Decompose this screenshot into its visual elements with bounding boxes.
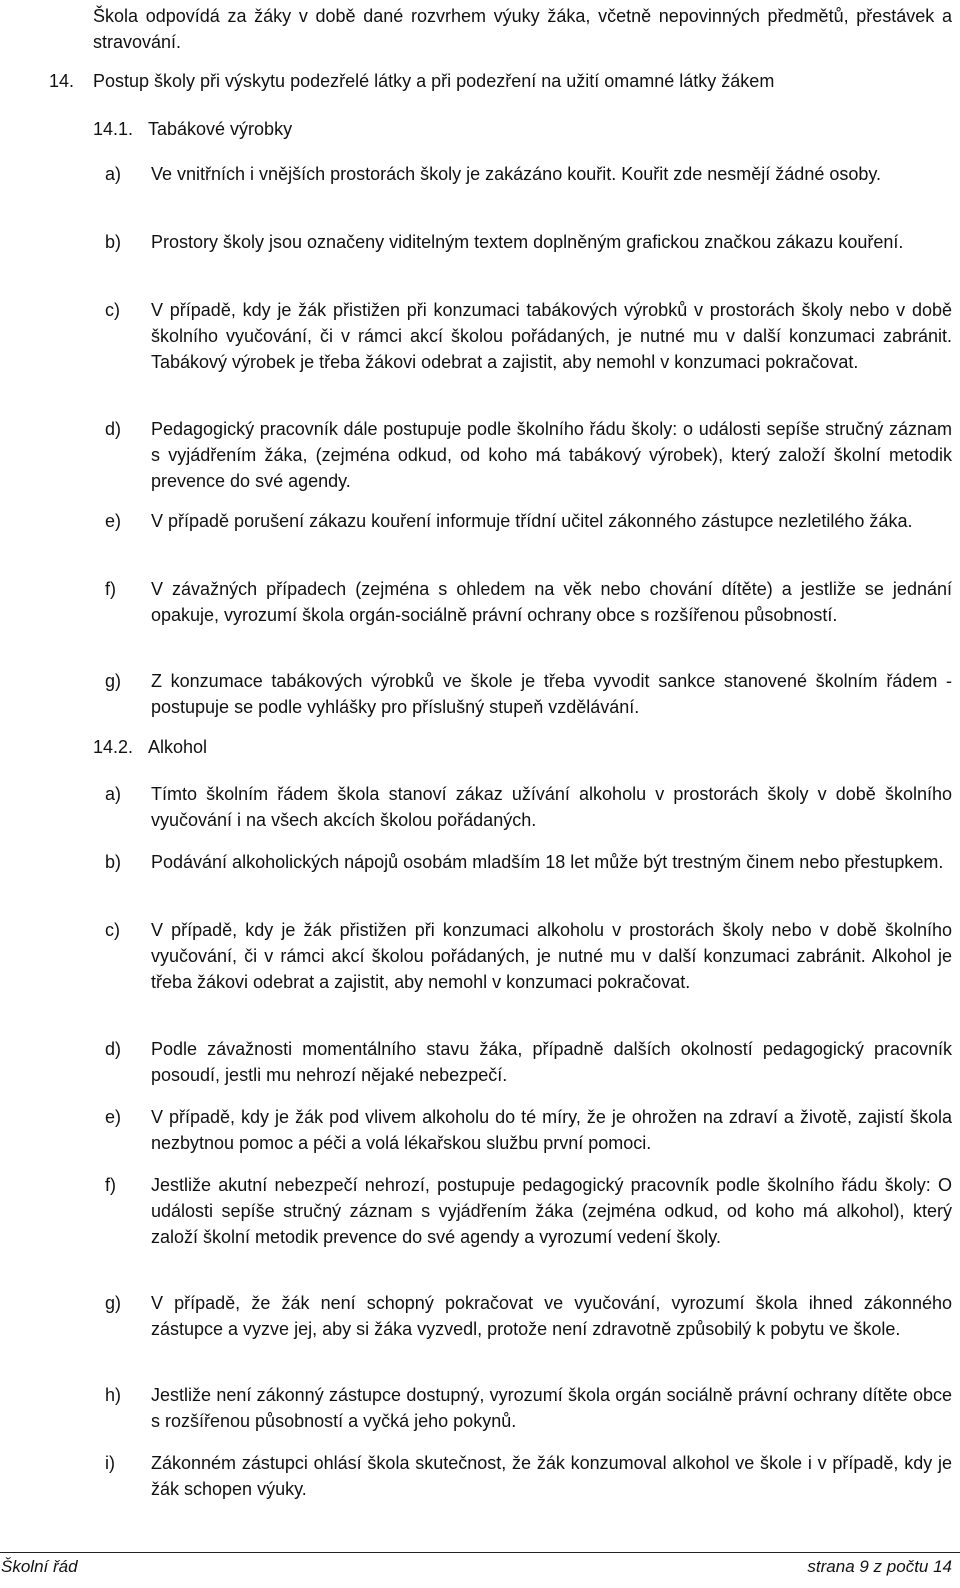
item-text: V případě, kdy je žák pod vlivem alkoholu do té míry, že je ohrožen na zdraví a životě, zajistí škola nezbytnou pomoc a péči a volá lékařskou službu první pomoci. bbox=[151, 1107, 952, 1153]
item-label: a) bbox=[105, 164, 122, 184]
item-label: e) bbox=[105, 1107, 122, 1127]
item-label: f) bbox=[105, 1175, 116, 1195]
list-item bbox=[105, 849, 952, 875]
footer-document-title: Školní řád bbox=[1, 1557, 78, 1576]
list-item bbox=[105, 1036, 952, 1088]
item-label: i) bbox=[105, 1453, 115, 1473]
item-label: g) bbox=[105, 671, 122, 691]
list-item bbox=[105, 229, 952, 255]
list-item bbox=[105, 1382, 952, 1434]
section-number: 14. bbox=[49, 71, 75, 91]
list-item bbox=[105, 917, 952, 995]
item-text: Jestliže není zákonný zástupce dostupný, vyrozumí škola orgán sociálně právní ochrany dítěte obce s rozšířenou působností a vyčká jeho pokynů. bbox=[151, 1385, 952, 1431]
list-item bbox=[105, 297, 952, 375]
item-label: b) bbox=[105, 232, 122, 252]
item-text: V závažných případech (zejména s ohledem na věk nebo chování dítěte) a jestliže se jednání opakuje, vyrozumí škola orgán-sociálně právní ochrany obce s rozšířenou působností. bbox=[151, 579, 952, 625]
subsection-number: 14.2. bbox=[93, 737, 134, 757]
item-text: Tímto školním řádem škola stanoví zákaz užívání alkoholu v prostorách školy v době školního vyučování i na všech akcích školou pořádaných. bbox=[151, 784, 952, 830]
list-item bbox=[105, 1172, 952, 1250]
subsection-title: Alkohol bbox=[148, 737, 208, 757]
item-text: Zákonném zástupci ohlásí škola skutečnost, že žák konzumoval alkohol ve škole i v případě, kdy je žák schopen výuky. bbox=[151, 1453, 952, 1499]
item-text: V případě, kdy je žák přistižen při konzumaci tabákových výrobků v prostorách školy nebo v době školního vyučování, či v rámci akcí školou pořádaných, je nutné mu v další konzumaci zabránit. Tabákový výrobek je třeba žákovi odebrat a zajistit, aby nemohl v konzumaci pokračovat. bbox=[151, 300, 952, 372]
item-label: c) bbox=[105, 300, 120, 320]
item-label: d) bbox=[105, 419, 122, 439]
item-text: Podávání alkoholických nápojů osobám mladším 18 let může být trestným činem nebo přestupkem. bbox=[151, 852, 944, 872]
item-text: Z konzumace tabákových výrobků ve škole je třeba vyvodit sankce stanovené školním řádem - postupuje se podle vyhlášky pro příslušný stupeň vzdělávání. bbox=[151, 671, 952, 717]
item-label: h) bbox=[105, 1385, 122, 1405]
list-item bbox=[105, 1104, 952, 1156]
subsection-title: Tabákové výrobky bbox=[148, 119, 293, 139]
item-text: V případě porušení zákazu kouření informuje třídní učitel zákonného zástupce nezletilého žáka. bbox=[151, 511, 913, 531]
item-text: V případě, že žák není schopný pokračovat ve vyučování, vyrozumí škola ihned zákonného zástupce a vyzve jej, aby si žáka vyzvedl, protože není zdravotně způsobilý k pobytu ve škole. bbox=[151, 1293, 952, 1339]
subsection-number: 14.1. bbox=[93, 119, 134, 139]
item-label: c) bbox=[105, 920, 120, 940]
list-item bbox=[105, 161, 952, 187]
item-label: f) bbox=[105, 579, 116, 599]
list-item bbox=[105, 1450, 952, 1502]
list-item bbox=[105, 668, 952, 720]
footer-page-number: strana 9 z počtu 14 bbox=[807, 1557, 952, 1576]
item-text: Prostory školy jsou označeny viditelným textem doplněným grafickou značkou zákazu kouření. bbox=[151, 232, 904, 252]
item-text: V případě, kdy je žák přistižen při konzumaci alkoholu v prostorách školy nebo v době školního vyučování, či v rámci akcí školou pořádaných, je nutné mu v další konzumaci zabránit. Alkohol je třeba žákovi odebrat a zajistit, aby nemohl v konzumaci pokračovat. bbox=[151, 920, 952, 992]
list-item bbox=[105, 508, 952, 534]
item-label: g) bbox=[105, 1293, 122, 1313]
item-label: e) bbox=[105, 511, 122, 531]
list-item bbox=[105, 1290, 952, 1342]
item-label: d) bbox=[105, 1039, 122, 1059]
item-text: Pedagogický pracovník dále postupuje podle školního řádu školy: o události sepíše stručný záznam s vyjádřením žáka, (zejména odkud, od koho má tabákový výrobek), který založí školní metodik prevence do své agendy. bbox=[151, 419, 952, 491]
list-item bbox=[105, 781, 952, 833]
item-text: Ve vnitřních i vnějších prostorách školy je zakázáno kouřit. Kouřit zde nesmějí žádné osoby. bbox=[151, 164, 882, 184]
page-footer bbox=[0, 1552, 960, 1576]
list-item bbox=[105, 576, 952, 628]
list-item bbox=[105, 416, 952, 494]
item-label: b) bbox=[105, 852, 122, 872]
item-text: Podle závažnosti momentálního stavu žáka, případně dalších okolností pedagogický pracovník posoudí, jestli mu nehrozí nějaké nebezpečí. bbox=[151, 1039, 952, 1085]
section-title: Postup školy při výskytu podezřelé látky a při podezření na užití omamné látky žákem bbox=[93, 71, 775, 91]
item-label: a) bbox=[105, 784, 122, 804]
intro-paragraph: Škola odpovídá za žáky v době dané rozvrhem výuky žáka, včetně nepovinných předmětů, přestávek a stravování. bbox=[93, 6, 952, 52]
item-text: Jestliže akutní nebezpečí nehrozí, postupuje pedagogický pracovník podle školního řádu školy: O události sepíše stručný záznam s vyjádřením žáka (zejména odkud, od koho má alkohol), který založí školní metodik prevence do své agendy a vyrozumí vedení školy. bbox=[151, 1175, 952, 1247]
